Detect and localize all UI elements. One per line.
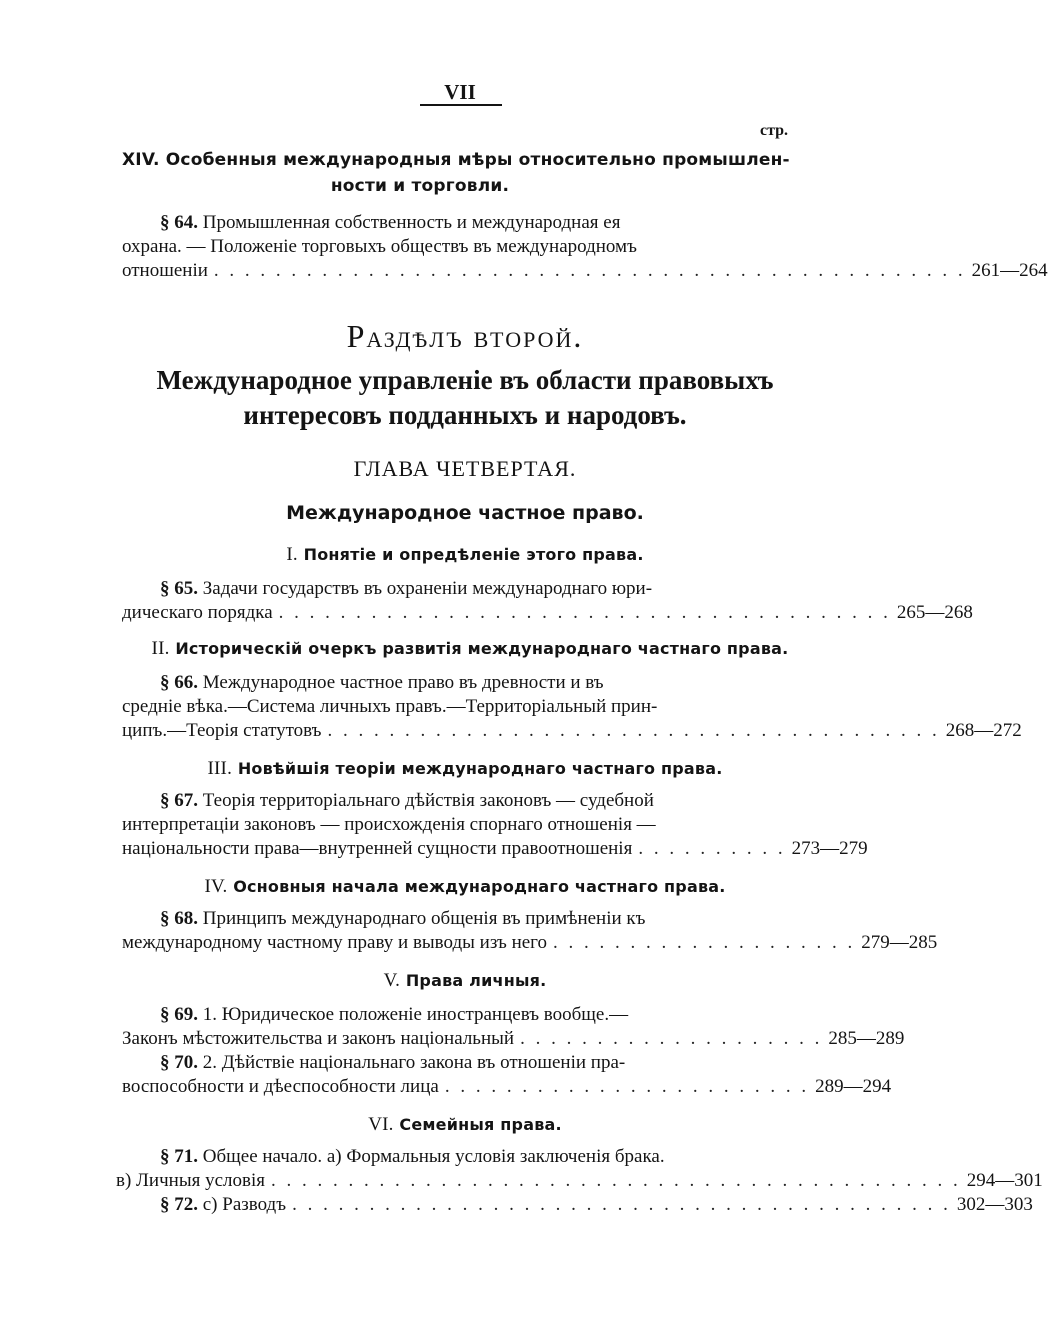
entry-66-number: § 66. [160,672,198,693]
entry-67-text3: національности права—внутренней сущности правоотношенія [122,838,633,859]
entry-70-text2: воспособности и дѣеспособности лица [122,1076,439,1097]
entry-67-line1 [160,790,654,812]
entry-64-number: § 64. [160,212,198,233]
entry-65-number: § 65. [160,578,198,599]
entry-71-text1: Общее начало. а) Формальныя условія заключенія брака. [202,1146,665,1167]
entry-69-text2: Законъ мѣстожительства и законъ національный [122,1028,515,1049]
entry-64-line2: охрана. — Положеніе торговыхъ обществъ въ международномъ [122,236,637,257]
entry-67-number: § 67. [160,790,198,811]
entry-67-pages: 273—279 [791,838,868,859]
section-4-text: Основныя начала международнаго частнаго права. [233,877,726,896]
section-1-text: Понятіе и опредѣленіе этого права. [303,545,644,564]
leader-dots: . . . . . . . . . . . . . . . . . . . . [553,932,856,953]
entry-68-text1: Принципъ международнаго общенія въ примѣненіи къ [202,908,646,929]
entry-65-text1: Задачи государствъ въ охраненіи международнаго юри- [202,578,653,599]
entry-65-pages: 265—268 [896,602,973,623]
entry-64-text3: отношеніи [122,260,208,281]
entry-66-line2: средніе вѣка.—Система личныхъ правъ.—Территоріальный прин- [122,696,658,717]
entry-65-text2: дическаго порядка [122,602,273,623]
section-14-heading-line1 [122,150,818,170]
entry-72-text1: с) Разводъ [202,1194,287,1215]
entry-67-line2: интерпретаціи законовъ — происхожденія спорнаго отношенія — [122,814,656,835]
section-2-heading [122,638,818,660]
entry-69-line1 [160,1004,628,1026]
entry-66-text1: Международное частное право въ древности и въ [202,672,604,693]
entry-64-pages: 261—264 [971,260,1048,281]
section-6-heading [110,1114,820,1136]
entry-70-number: § 70. [160,1052,198,1073]
section-3-heading [110,758,820,780]
section-6-text: Семейныя права. [399,1115,562,1134]
chapter-title: ГЛАВА ЧЕТВЕРТАЯ. [353,456,577,481]
entry-72-text [160,1194,286,1216]
entry-71-pages: 294—301 [966,1170,1043,1191]
division-title: Раздѣлъ второй. [346,318,584,354]
section-5-heading [110,970,820,992]
entry-66-line3 [122,720,1022,742]
entry-71-line2 [116,1170,1043,1192]
entry-70-line1 [160,1052,625,1074]
section-14-heading-text: XIV. Особенныя международныя мѣры относительно промышлен- [122,150,790,170]
entry-72-pages: 302—303 [956,1194,1033,1215]
section-14-heading-line2: ности и торговли. [330,176,510,196]
entry-67-line3 [122,838,868,860]
entry-71-number: § 71. [160,1146,198,1167]
entry-70-line2 [122,1076,892,1098]
section-5-text: Права личныя. [405,971,547,990]
entry-66-line1 [160,672,604,694]
leader-dots: . . . . . . . . . . . . . . . . . . . . . . . . . . . . . . . . . . . . . . . . . . . . . [271,1170,961,1191]
entry-72-line1 [160,1194,1033,1216]
entry-71-text2: в) Личныя условія [116,1170,265,1191]
entry-69-pages: 285—289 [828,1028,905,1049]
part-title-line2: интересовъ подданныхъ и народовъ. [243,400,687,430]
entry-68-pages: 279—285 [861,932,938,953]
entry-72-number: § 72. [160,1194,198,1215]
leader-dots: . . . . . . . . . . . . . . . . . . . . [520,1028,823,1049]
page-number-rule [420,104,502,106]
entry-64-line3 [122,260,1048,282]
chapter-subject: Международное частное право. [286,502,644,524]
entry-65-line2 [122,602,973,624]
entry-64-line1 [160,212,620,234]
section-1-roman: I. [286,544,298,565]
section-4-heading [110,876,820,898]
leader-dots: . . . . . . . . . . . . . . . . . . . . . . . . . . . . . . . . . . . . . . . . . . . [292,1194,951,1215]
entry-71-line1 [160,1146,665,1168]
entry-69-line2 [122,1028,905,1050]
section-3-text: Новѣйшія теоріи международнаго частнаго права. [237,759,723,778]
pages-column-label: стр. [760,122,789,139]
leader-dots: . . . . . . . . . . [638,838,786,859]
leader-dots: . . . . . . . . . . . . . . . . . . . . . . . . . . . . . . . . . . . . . . . . . . . . . . . . . [213,260,966,281]
entry-70-pages: 289—294 [815,1076,892,1097]
section-4-roman: IV. [204,876,228,897]
entry-68-line2 [122,932,938,954]
page-number: VII [444,80,476,104]
entry-70-text1: 2. Дѣйствіе національнаго закона въ отношеніи пра- [202,1052,626,1073]
entry-68-line1 [160,908,645,930]
section-2-roman: II. [151,638,170,659]
entry-66-text3: ципъ.—Теорія статутовъ [122,720,322,741]
leader-dots: . . . . . . . . . . . . . . . . . . . . . . . . . . . . . . . . . . . . . . . . [278,602,891,623]
section-3-roman: III. [207,758,233,779]
leader-dots: . . . . . . . . . . . . . . . . . . . . . . . . . . . . . . . . . . . . . . . . [327,720,940,741]
section-2-text: Историческій очеркъ развитія международнаго частнаго права. [175,639,789,658]
leader-dots: . . . . . . . . . . . . . . . . . . . . . . . . [444,1076,810,1097]
section-5-roman: V. [383,970,401,991]
entry-65-line1 [160,578,652,600]
section-6-roman: VI. [368,1114,394,1135]
entry-64-text1: Промышленная собственность и международная ея [202,212,621,233]
entry-68-number: § 68. [160,908,198,929]
entry-66-pages: 268—272 [945,720,1022,741]
part-title-line1: Международное управленіе въ области правовыхъ [156,365,774,395]
entry-67-text1: Теорія территоріальнаго дѣйствія законовъ — судебной [202,790,654,811]
entry-68-text2: международному частному праву и выводы изъ него [122,932,548,953]
entry-69-text1: 1. Юридическое положеніе иностранцевъ вообще.— [202,1004,629,1025]
entry-69-number: § 69. [160,1004,198,1025]
section-1-heading [110,544,820,566]
